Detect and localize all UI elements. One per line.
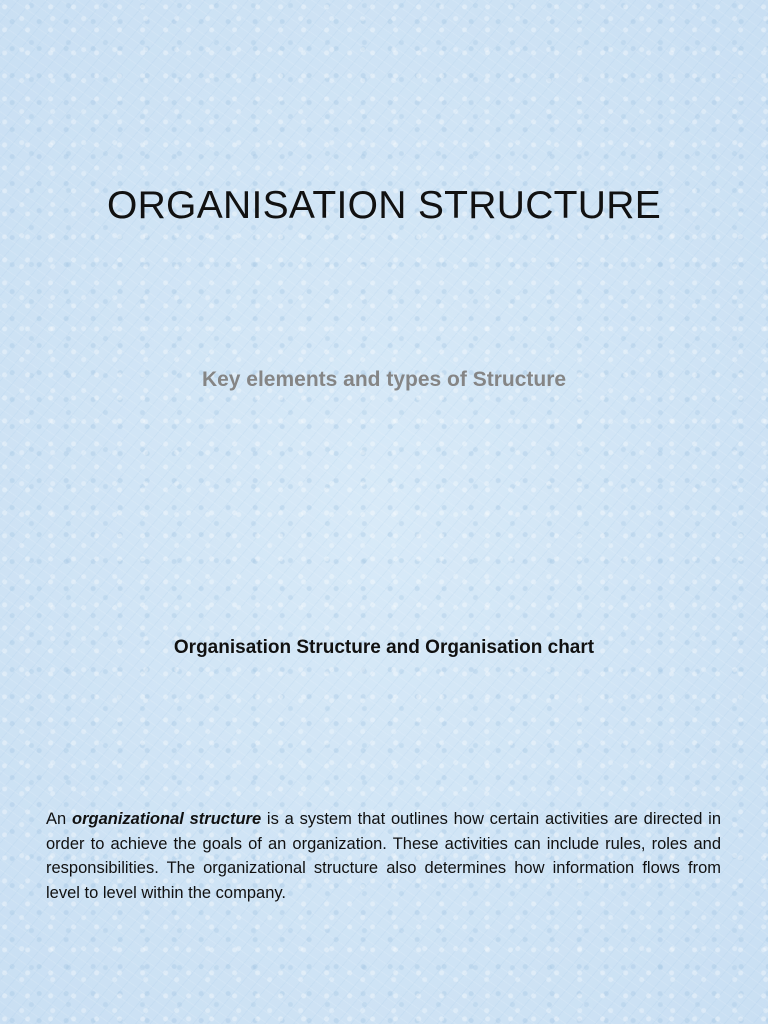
slide-subtitle: Key elements and types of Structure: [201, 368, 567, 391]
definition-paragraph: [46, 807, 721, 905]
paragraph-term: organizational structure: [71, 810, 262, 828]
paragraph-body: is a system that outlines how certain activities are directed in order to achieve the goals of an organization. These activities can include rules, roles and responsibilities. The organizational structure also determines how information flows from level to level within the company.: [46, 810, 721, 902]
section-heading: Organisation Structure and Organisation chart: [173, 637, 595, 658]
paragraph-lead: An: [46, 810, 72, 828]
slide-title: ORGANISATION STRUCTURE: [106, 184, 662, 227]
